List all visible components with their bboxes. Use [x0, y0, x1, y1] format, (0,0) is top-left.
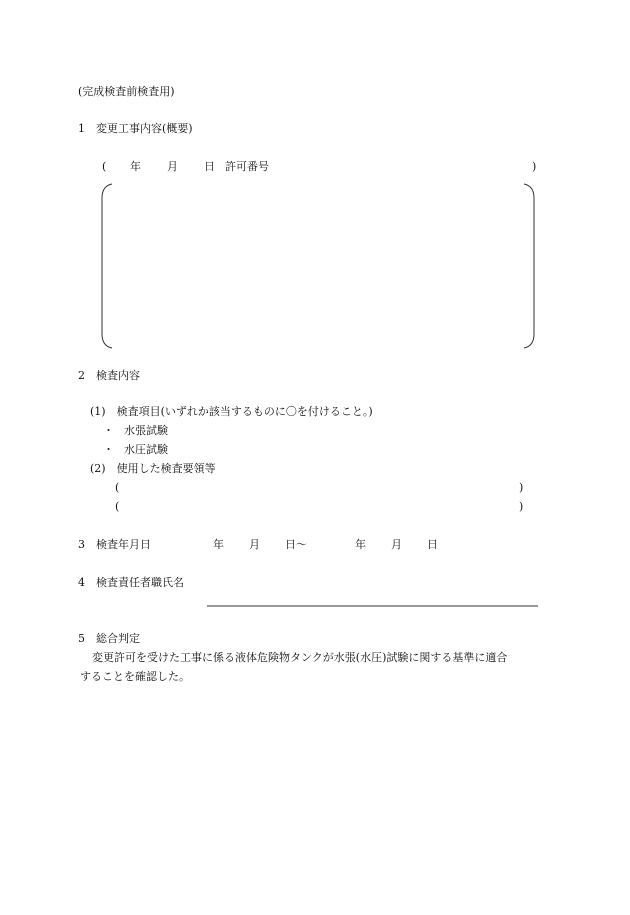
- inspection-item-heading: (1) 検査項目(いずれか該当するものに〇を付けること。): [90, 405, 373, 418]
- summary-box-left-bracket: [102, 184, 112, 348]
- option-label: 水張試験: [124, 424, 168, 437]
- section-4-title: 4 検査責任者職氏名: [78, 576, 184, 589]
- date-to-month: 月: [391, 538, 402, 551]
- permit-close-paren: ): [532, 160, 537, 173]
- bullet: ・: [103, 443, 114, 456]
- judgement-body-line-1: 変更許可を受けた工事に係る液体危険物タンクが水張(水圧)試験に関する基準に適合: [92, 651, 508, 664]
- procedure-2-open-paren: (: [115, 500, 120, 513]
- judgement-body-line-2: することを確認した。: [80, 670, 190, 683]
- procedure-1-close-paren: ): [519, 481, 524, 494]
- date-to-day: 日: [427, 538, 438, 551]
- date-from-month: 月: [249, 538, 260, 551]
- permit-year-label: 年: [130, 160, 141, 173]
- section-1-title: 1 変更工事内容(概要): [78, 122, 193, 135]
- procedure-2-close-paren: ): [519, 500, 524, 513]
- permit-day-label: 日: [204, 160, 215, 173]
- form-note: (完成検査前検査用): [78, 85, 175, 98]
- section-2-title: 2 検査内容: [78, 369, 140, 382]
- permit-month-label: 月: [167, 160, 178, 173]
- summary-box-right-bracket: [524, 184, 534, 348]
- date-from-year: 年: [213, 538, 224, 551]
- section-5-title: 5 総合判定: [78, 632, 140, 645]
- option-label: 水圧試験: [124, 443, 168, 456]
- permit-number-label: 許可番号: [225, 160, 269, 173]
- section-3-title: 3 検査年月日: [78, 538, 151, 551]
- date-to-year: 年: [355, 538, 366, 551]
- bullet: ・: [103, 424, 114, 437]
- procedures-heading: (2) 使用した検査要領等: [90, 462, 216, 475]
- date-from-day: 日〜: [285, 538, 307, 551]
- procedure-1-open-paren: (: [115, 481, 120, 494]
- permit-open-paren: (: [102, 160, 107, 173]
